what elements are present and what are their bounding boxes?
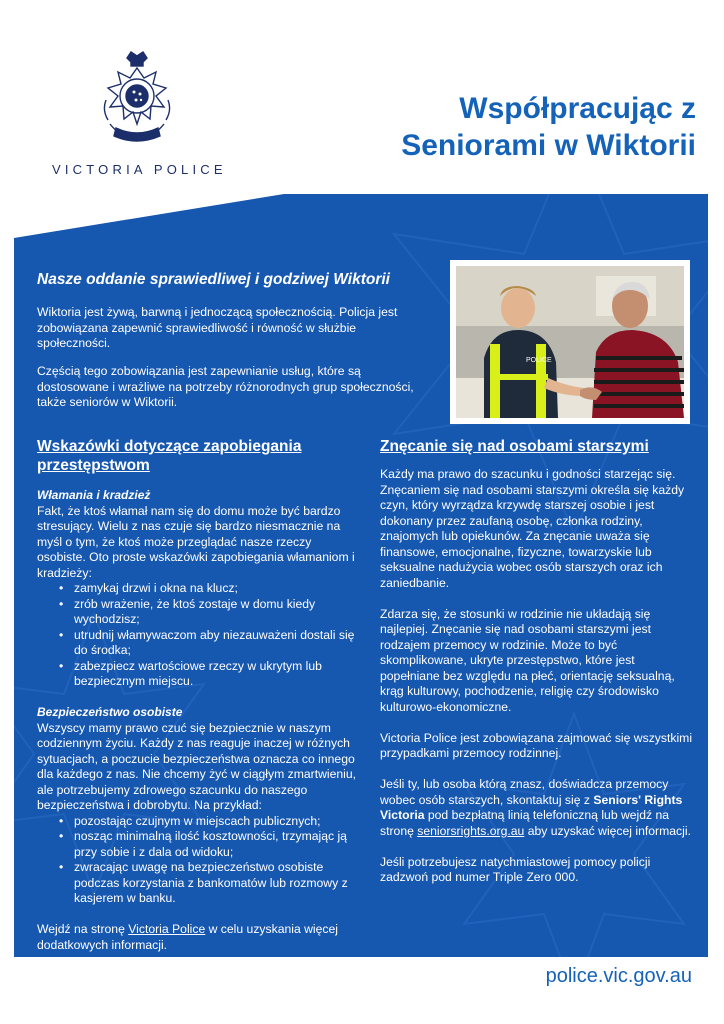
list-item: • nosząc minimalną ilość kosztowności, trzymając ją przy sobie i z dala od widoku; [37,829,362,860]
intro-paragraph-2: Częścią tego zobowiązania jest zapewnianie usług, które są dostosowane i wrażliwe na potrzeby różnorodnych grup społeczności, także seniorów w Wiktorii. [37,364,414,409]
organization-name: VICTORIA POLICE [52,162,227,177]
elder-abuse-paragraph-5: Jeśli potrzebujesz natychmiastowej pomocy policji zadzwoń pod numer Triple Zero 000. [380,854,651,884]
elder-abuse-paragraph-1: Każdy ma prawo do szacunku i godności starzejąc się. Znęcaniem się nad osobami starszymi określa się każdy czyn, który wyrządza krzywdę starszej osobie i jest dokonany przez zaufaną osobę, członka rodziny, znajomych lub opiekunów. Za znęcanie uważa się finansowe, emocjonalne, fizyczne, towarzyskie lub seksualne nadużycia wobec osób starszych oraz ich zaniedbanie. [380,467,685,590]
crime-prevention-section [37,488,362,953]
paragraph-4-part-b: pod bezpłatną linią telefoniczną lub wejdź na stronę [380,808,670,838]
photo-illustration [456,266,684,418]
paragraph-4-part-a: Jeśli ty, lub osoba którą znasz, doświadcza przemocy wobec osób starszych, skontaktuj się z [380,777,669,807]
photo-police-officer-with-senior [450,260,690,424]
intro-heading: Nasze oddanie sprawiedliwej i godziwej Wiktorii [37,271,390,288]
intro-paragraph-1: Wiktoria jest żywą, barwną i jednoczącą społecznością. Policja jest zobowiązana zapewnić sprawiedliwość i równość w służbie społeczności. [37,305,398,350]
list-item: • pozostając czujnym w miejscach publicznych; [37,814,362,830]
page-title-line-2: Seniorami w Wiktorii [401,129,696,162]
list-item: • zamykaj drzwi i okna na klucz; [37,581,362,597]
crime-prevention-heading: Wskazówki dotyczące zapobiegania przestępstwom [37,438,302,474]
page-title [401,90,696,164]
paragraph-4-part-c: aby uzyskać więcej informacji. [524,823,691,838]
safety-tips-list [37,814,362,907]
more-info-paragraph [37,922,362,953]
list-item: • zabezpiecz wartościowe rzeczy w ukrytym lub bezpiecznym miejscu. [37,659,362,690]
panel-corner-cut [14,194,284,238]
list-item: • zwracając uwagę na bezpieczeństwo osobiste podczas korzystania z bankomatów lub rozmowy z kasjerem w banku. [37,860,362,907]
elder-abuse-heading: Znęcanie się nad osobami starszymi [380,438,649,455]
elder-abuse-paragraph-2: Zdarza się, że stosunki w rodzinie nie układają się najlepiej. Znęcanie się nad osobami starszymi jest rodzajem przemocy w rodzinie. Może to być skomplikowane, ukryte przestępstwo, które jest popełniane bez względu na płeć, orientację seksualną, krąg kulturowy, pochodzenie, religię czy środowisko kulturowo-ekonomiczne. [380,606,675,714]
seniors-rights-victoria-name: Seniors' Rights Victoria [380,792,683,822]
seniorsrights-link[interactable]: seniorsrights.org.au [417,823,525,838]
list-item: • utrudnij włamywaczom aby niezauważeni dostali się do środka; [37,628,362,659]
personal-safety-subheading: Bezpieczeństwo osobiste [37,705,183,719]
elder-abuse-paragraph-4 [380,777,695,839]
more-info-suffix: w celu uzyskania więcej dodatkowych informacji. [37,922,338,952]
more-info-prefix: Wejdź na stronę [37,922,129,936]
personal-safety-paragraph: Wszyscy mamy prawo czuć się bezpiecznie w naszym codziennym życiu. Każdy z nas reaguje inaczej w różnych sytuacjach, a poczucie bezpieczeństwa oznacza co innego dla każdego z nas. Nie chcemy żyć w ciągłym zmartwieniu, ale potrzebujemy zdrowego szacunku do naszego bezpieczeństwa i dobrobytu. Na przykład: [37,720,357,812]
burglary-tips-list [37,581,362,690]
elder-abuse-paragraph-3: Victoria Police jest zobowiązana zajmować się wszystkimi przypadkami przemocy rodzinnej. [380,730,693,760]
victoria-police-link[interactable]: Victoria Police [128,922,206,936]
burglary-subheading: Włamania i kradzież [37,488,151,502]
vest-police-text: POLICE [526,357,552,364]
list-item: • zrób wrażenie, że ktoś zostaje w domu kiedy wychodzisz; [37,597,362,628]
burglary-paragraph: Fakt, że ktoś włamał nam się do domu może być bardzo stresujący. Wielu z nas czuje się bardzo niesmacznie na myśl o tym, że ktoś może przeglądać nasze rzeczy osobiste. Oto proste wskazówki zapobiegania włamaniom i kradzieży: [37,503,355,580]
footer-website-url[interactable]: police.vic.gov.au [545,965,692,987]
victoria-police-badge-logo [98,50,176,158]
page-title-line-1: Współpracując z [459,92,696,125]
elder-abuse-section [380,467,695,886]
